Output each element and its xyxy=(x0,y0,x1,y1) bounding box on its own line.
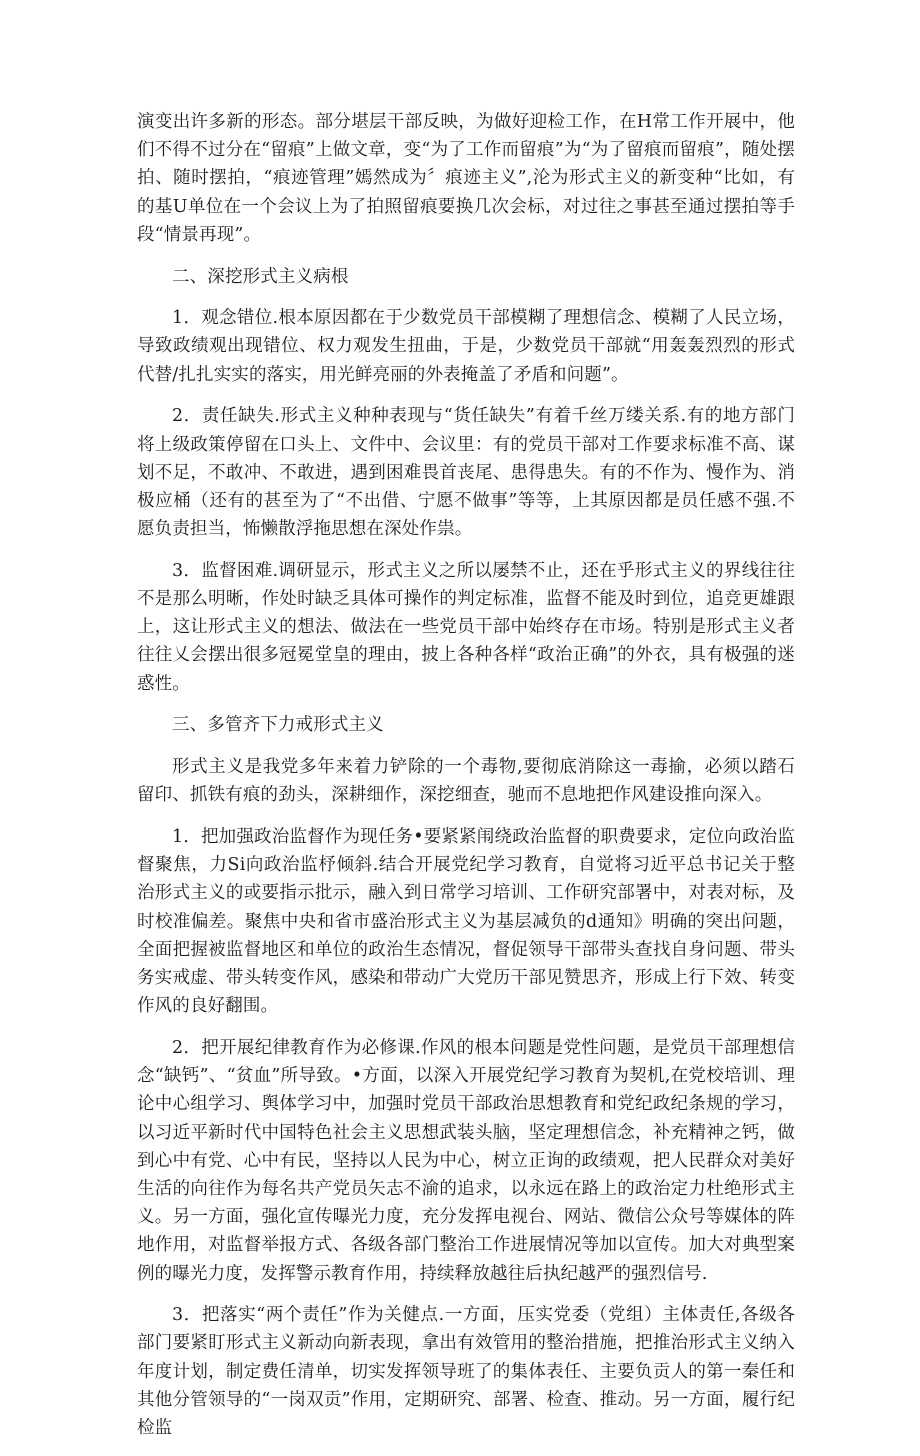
paragraph-3-2: 2．把开展纪律教育作为必修课.作风的根本问题是党性问题，是党员干部理想信念“缺钙”、“贫血”所导致。•方面，以深入开展党纪学习教育为契机,在党校培训、理论中心组学习、舆体学习中，加强时党员干部政治思想教育和党纪政纪条规的学习，以习近平新时代中国特色社会主义思想武装头脑，坚定理想信念，补充精神之钙，做到心中有党、心中有民，坚持以人民为中心，树立正询的政绩观，把人民群众对美好生活的向往作为每名共产党员矢志不渝的追求，以永远在路上的政治定力杜绝形式主义。另一方面，强化宣传曝光力度，充分发挥电视台、网站、微信公众号等媒体的阵地作用，对监督举报方式、各级各部门整治工作进展情况等加以宣传。加大对典型案例的曝光力度，发挥警示教育作用，持续释放越往后执纪越严的强烈信号. xyxy=(137,1037,795,1284)
paragraph-2-3: 3．监督困难.调研显示，形式主义之所以屡禁不止，还在乎形式主义的界线往往不是那么明晰，作处时缺乏具体可操作的判定标准，监督不能及时到位，追竞更雄跟上，这让形式主义的想法、做法在一些党员干部中始终存在市场。特别是形式主义者往往乂会摆出很多冠冕堂皇的理由，披上各种各样“政治正确”的外衣，具有极强的迷惑性。 xyxy=(137,560,795,694)
paragraph-intro: 演变出许多新的形态。部分堪层干部反映，为做好迎检工作，在H常工作开展中，他们不得不过分在“留痕”上做文章，变“为了工作而留痕”为“为了留痕而留痕”，随处摆拍、随时摆拍，“痕迹管理”嫣然成为〞痕迹主义”,沦为形式主义的新变种“比如，有的基U单位在一个会议上为了拍照留痕要换几次会标，对过往之事甚至通过摆拍等手段“情景再现”。 xyxy=(137,112,795,245)
paragraph-3-intro: 形式主义是我党多年来着力铲除的一个毒物,要彻底消除这一毒揄，必须以踏石留印、抓铁有痕的劲头，深耕细作，深挖细查，驰而不息地把作风建设推向深入。 xyxy=(137,757,795,806)
paragraph-2-1: 1．观念错位.根本原因都在于少数党员干部模糊了理想信念、模糊了人民立场，导致政绩观出现错位、权力观发生扭曲，于是，少数党员干部就“用轰轰烈烈的形式代替/扎扎实实的落实，用光鲜亮丽的外表掩盖了矛盾和问题”。 xyxy=(137,308,795,385)
paragraph-2-2: 2．责任缺失.形式主义种种表现与“货任缺失”有着千丝万缕关系.有的地方部门将上级政策停留在口头上、文件中、会议里：有的党员干部对工作要求标准不高、谋划不足，不敢冲、不敢进，遇到困难畏首丧尾、患得患失。有的不作为、慢作为、消极应桶（还有的甚至为了“不出借、宁愿不做事”等等，上其原因都是员任感不强.不愿负责担当，怖懒散浮拖思想在深处作祟。 xyxy=(137,406,795,540)
paragraph-3-3: 3．把落实“两个责任”作为关健点.一方面，压实党委（党组）主体责任,各级各部门要紧盯形式主义新动向新表现，拿出有效管用的整治措施，把推治形式主义纳入年度计划，制定费任清单，切实发挥领导班了的集体表任、主要负贡人的第一秦任和其他分管领导的“一岗双贡”作用，定期研究、部署、检查、推动。另一方面，履行纪检监 xyxy=(137,1305,795,1439)
section-heading-2: 二、深挖形式主义病根 xyxy=(172,266,349,287)
section-heading-3: 三、多管齐下力戒形式主义 xyxy=(172,715,384,736)
document-page xyxy=(137,108,795,1456)
paragraph-3-1: 1．把加强政治监督作为现任务•要紧紧闱绕政治监督的职费要求，定位向政治监督聚焦，力Si向政治监杼倾斜.结合开展党纪学习教育，自觉将习近平总书记关于整治形式主义的或要指示批示，融入到日常学习培训、工作研究部署中，对表对标，及时校准偏差。聚焦中央和省市盛治形式主义为基层减负的d通知》明确的突出问题，全面把握被监督地区和单位的政治生态情况，督促领导干部带头查找自身问题、带头务实戒虚、带头转变作风，感染和带动广大党历干部见赞思齐，形成上行下效、转变作风的良好翻围。 xyxy=(137,826,795,1017)
